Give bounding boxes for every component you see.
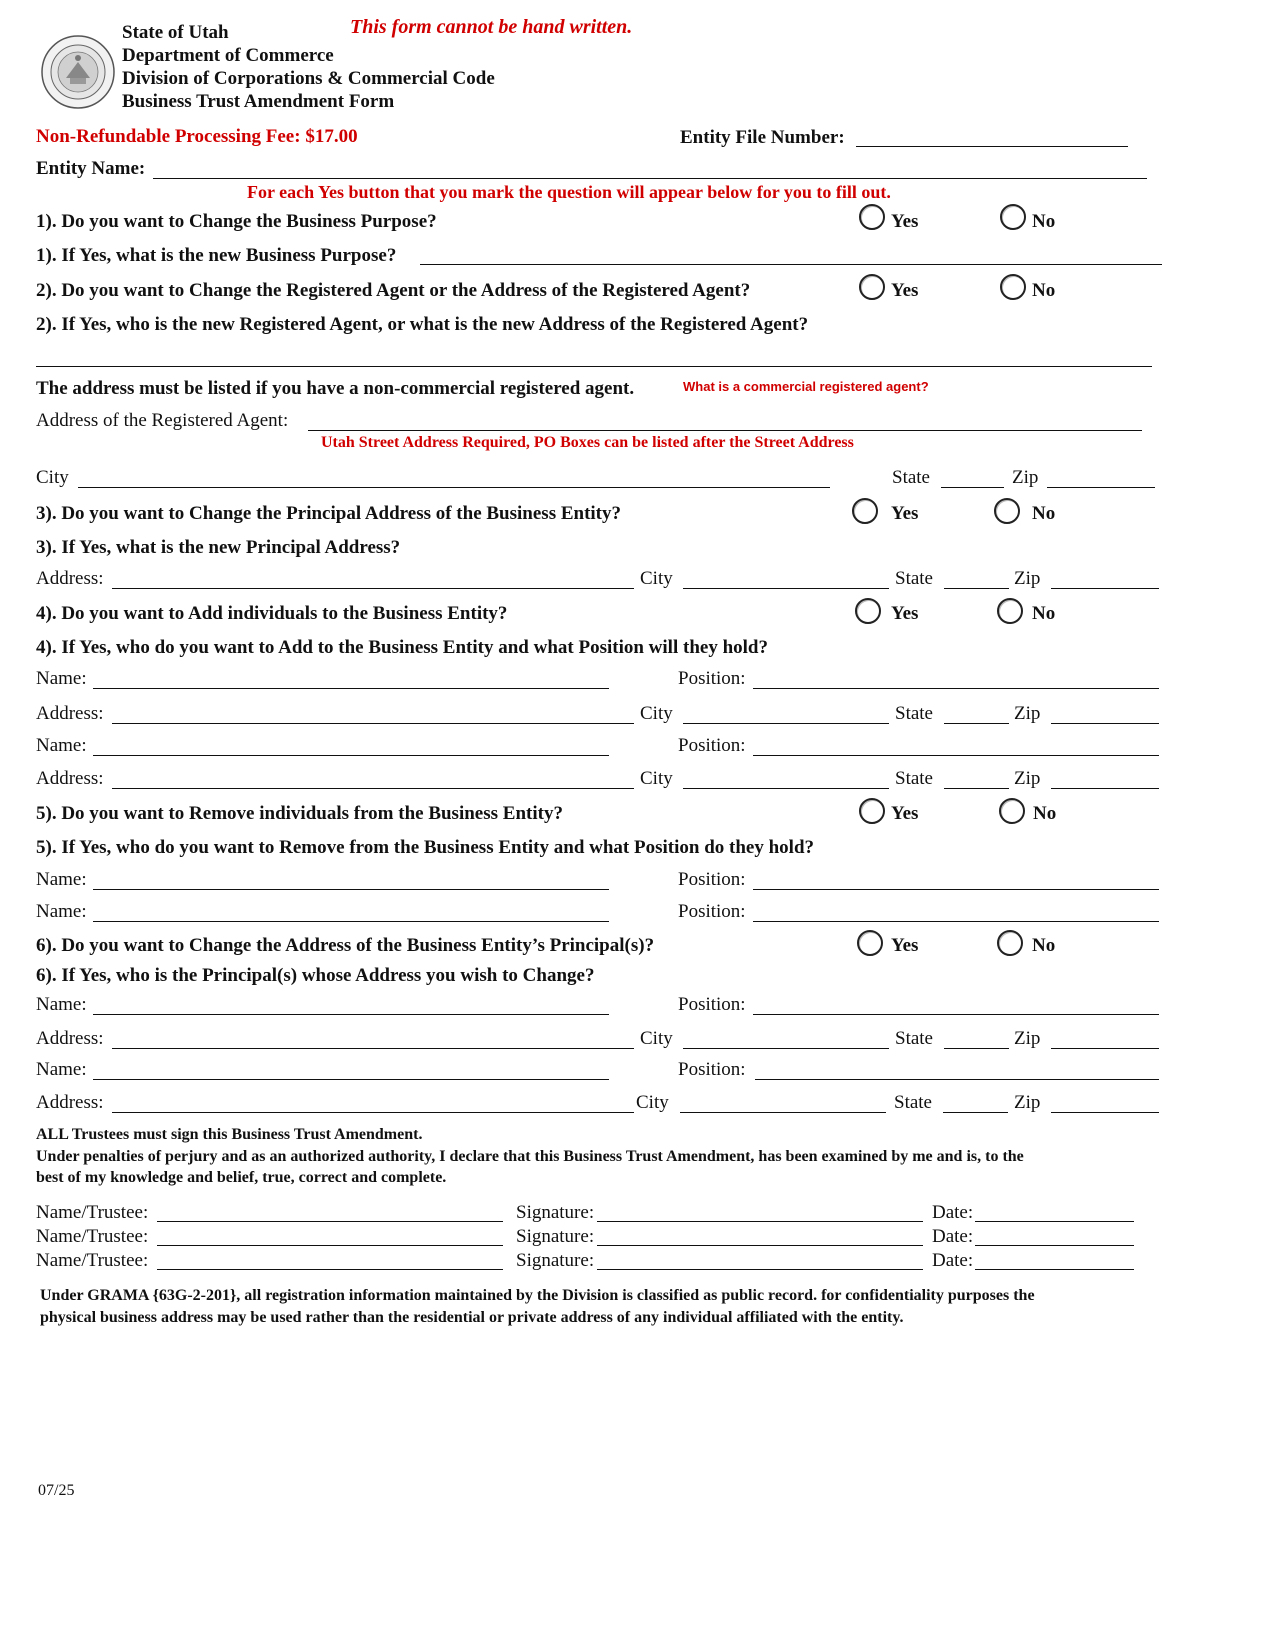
trustee2-signature-label: Signature: (516, 1226, 595, 1247)
q5-name2-label: Name: (36, 901, 87, 922)
grama-notice-line2: physical business address may be used rather than the residential or private address of any individual affiliated with the entity. (40, 1309, 904, 1326)
q6-zip2-field[interactable] (1051, 1112, 1159, 1113)
q4-position1-field[interactable] (753, 688, 1159, 689)
q4-city1-field[interactable] (683, 723, 889, 724)
q4-name2-label: Name: (36, 735, 87, 756)
agent-state-label: State (892, 467, 930, 488)
trustee1-name-field[interactable] (157, 1221, 503, 1222)
q5-no-label: No (1033, 803, 1057, 824)
q4-city2-field[interactable] (683, 788, 889, 789)
q6-city2-label: City (636, 1092, 669, 1113)
q4-state1-field[interactable] (944, 723, 1009, 724)
agent-zip-field[interactable] (1047, 487, 1155, 488)
agent-address-field[interactable] (308, 430, 1142, 431)
q5-name1-field[interactable] (93, 889, 609, 890)
handwritten-warning: This form cannot be hand written. (350, 16, 633, 38)
q6-name1-label: Name: (36, 994, 87, 1015)
q6-position1-field[interactable] (753, 1014, 1159, 1015)
q6-zip2-label: Zip (1014, 1092, 1041, 1113)
q4-zip2-field[interactable] (1051, 788, 1159, 789)
utah-state-seal-icon (40, 34, 116, 110)
trustee2-date-field[interactable] (975, 1245, 1134, 1246)
q3-yes-label: Yes (891, 503, 919, 524)
q3-zip-field[interactable] (1051, 588, 1159, 589)
trustee3-signature-field[interactable] (597, 1269, 923, 1270)
q4-state2-label: State (895, 768, 933, 789)
agent-zip-label: Zip (1012, 467, 1039, 488)
q4-address2-label: Address: (36, 768, 104, 789)
q2-yes-label: Yes (891, 280, 919, 301)
q5-followup: 5). If Yes, who do you want to Remove from the Business Entity and what Position do they hold? (36, 837, 815, 858)
q6-no-label: No (1032, 935, 1056, 956)
q1-followup: 1). If Yes, what is the new Business Purpose? (36, 245, 397, 266)
business-purpose-field[interactable] (420, 264, 1162, 265)
processing-fee: Non-Refundable Processing Fee: $17.00 (36, 126, 358, 147)
q4-followup: 4). If Yes, who do you want to Add to the Business Entity and what Position will they hold? (36, 637, 768, 658)
trustee1-name-label: Name/Trustee: (36, 1202, 149, 1223)
q5-name1-label: Name: (36, 869, 87, 890)
q4-name1-label: Name: (36, 668, 87, 689)
perjury-statement-line2: best of my knowledge and belief, true, correct and complete. (36, 1169, 447, 1186)
q6-address2-field[interactable] (112, 1112, 634, 1113)
trustee3-date-label: Date: (932, 1250, 974, 1271)
q6-zip1-field[interactable] (1051, 1048, 1159, 1049)
q3-question: 3). Do you want to Change the Principal Address of the Business Entity? (36, 503, 622, 524)
agent-city-label: City (36, 467, 69, 488)
q5-name2-field[interactable] (93, 921, 609, 922)
header-department: Department of Commerce (122, 45, 334, 66)
perjury-statement-line1: Under penalties of perjury and as an authorized authority, I declare that this Business Trust Amendment, has been examined by me and is, to the (36, 1148, 1024, 1165)
q4-position2-label: Position: (678, 735, 746, 756)
q6-name2-field[interactable] (93, 1079, 609, 1080)
address-note: The address must be listed if you have a non-commercial registered agent. (36, 378, 635, 399)
commercial-agent-link[interactable]: What is a commercial registered agent? (683, 379, 929, 394)
q3-address-field[interactable] (112, 588, 634, 589)
q6-position2-field[interactable] (755, 1079, 1159, 1080)
q3-address-label: Address: (36, 568, 104, 589)
q4-question: 4). Do you want to Add individuals to the Business Entity? (36, 603, 508, 624)
q5-no-radio[interactable] (999, 798, 1025, 824)
q2-no-label: No (1032, 280, 1056, 301)
q6-yes-radio[interactable] (857, 930, 883, 956)
q6-state2-field[interactable] (943, 1112, 1008, 1113)
trustee3-signature-label: Signature: (516, 1250, 595, 1271)
header-division: Division of Corporations & Commercial Code (122, 68, 495, 89)
q4-address1-field[interactable] (112, 723, 634, 724)
header-state: State of Utah (122, 22, 229, 43)
q3-city-field[interactable] (683, 588, 889, 589)
trustee2-date-label: Date: (932, 1226, 974, 1247)
q4-position1-label: Position: (678, 668, 746, 689)
q6-no-radio[interactable] (997, 930, 1023, 956)
q5-position2-label: Position: (678, 901, 746, 922)
trustee2-name-label: Name/Trustee: (36, 1226, 149, 1247)
q3-followup: 3). If Yes, what is the new Principal Address? (36, 537, 401, 558)
entity-file-number-field[interactable] (856, 146, 1128, 147)
entity-name-field[interactable] (153, 178, 1147, 179)
q6-city2-field[interactable] (680, 1112, 886, 1113)
trustees-sign-heading: ALL Trustees must sign this Business Trust Amendment. (36, 1126, 423, 1143)
q3-no-label: No (1032, 503, 1056, 524)
q5-yes-radio[interactable] (859, 798, 885, 824)
q3-zip-label: Zip (1014, 568, 1041, 589)
q6-zip1-label: Zip (1014, 1028, 1041, 1049)
q6-city1-label: City (640, 1028, 673, 1049)
header-form-title: Business Trust Amendment Form (122, 91, 395, 112)
q6-state1-field[interactable] (944, 1048, 1009, 1049)
q4-zip2-label: Zip (1014, 768, 1041, 789)
q6-state1-label: State (895, 1028, 933, 1049)
q6-name2-label: Name: (36, 1059, 87, 1080)
q3-state-label: State (895, 568, 933, 589)
q3-state-field[interactable] (944, 588, 1009, 589)
yes-instruction: For each Yes button that you mark the question will appear below for you to fill out. (247, 182, 891, 202)
q4-name2-field[interactable] (93, 755, 609, 756)
form-revision-code: 07/25 (38, 1482, 75, 1499)
q6-question: 6). Do you want to Change the Address of the Business Entity’s Principal(s)? (36, 935, 655, 956)
trustee1-date-label: Date: (932, 1202, 974, 1223)
q6-address1-label: Address: (36, 1028, 104, 1049)
trustee1-signature-field[interactable] (597, 1221, 923, 1222)
q6-position2-label: Position: (678, 1059, 746, 1080)
q6-address2-label: Address: (36, 1092, 104, 1113)
q5-question: 5). Do you want to Remove individuals from the Business Entity? (36, 803, 563, 824)
entity-name-label: Entity Name: (36, 158, 146, 179)
q5-position1-field[interactable] (753, 889, 1159, 890)
q6-address1-field[interactable] (112, 1048, 634, 1049)
registered-agent-field[interactable] (36, 366, 1152, 367)
q5-yes-label: Yes (891, 803, 919, 824)
q4-name1-field[interactable] (93, 688, 609, 689)
trustee3-date-field[interactable] (975, 1269, 1134, 1270)
trustee2-name-field[interactable] (157, 1245, 503, 1246)
q4-no-radio[interactable] (997, 598, 1023, 624)
q6-yes-label: Yes (891, 935, 919, 956)
q1-question: 1). Do you want to Change the Business Purpose? (36, 211, 437, 232)
q4-no-label: No (1032, 603, 1056, 624)
q6-city1-field[interactable] (683, 1048, 889, 1049)
agent-address-label: Address of the Registered Agent: (36, 410, 289, 431)
q4-yes-label: Yes (891, 603, 919, 624)
q1-no-radio[interactable] (1000, 204, 1026, 230)
q4-zip1-field[interactable] (1051, 723, 1159, 724)
q6-position1-label: Position: (678, 994, 746, 1015)
trustee3-name-field[interactable] (157, 1269, 503, 1270)
q4-state2-field[interactable] (944, 788, 1009, 789)
q4-city1-label: City (640, 703, 673, 724)
q2-no-radio[interactable] (1000, 274, 1026, 300)
q2-followup: 2). If Yes, who is the new Registered Agent, or what is the new Address of the Registered Agent? (36, 314, 809, 335)
q4-city2-label: City (640, 768, 673, 789)
q1-yes-label: Yes (891, 211, 919, 232)
q4-position2-field[interactable] (753, 755, 1159, 756)
q6-followup: 6). If Yes, who is the Principal(s) whose Address you wish to Change? (36, 965, 595, 986)
entity-file-number-label: Entity File Number: (680, 127, 845, 148)
utah-address-note: Utah Street Address Required, PO Boxes can be listed after the Street Address (321, 434, 854, 451)
agent-state-field[interactable] (941, 487, 1004, 488)
trustee3-name-label: Name/Trustee: (36, 1250, 149, 1271)
q6-name1-field[interactable] (93, 1014, 609, 1015)
q4-state1-label: State (895, 703, 933, 724)
q4-zip1-label: Zip (1014, 703, 1041, 724)
q5-position2-field[interactable] (753, 921, 1159, 922)
q6-state2-label: State (894, 1092, 932, 1113)
q3-yes-radio[interactable] (852, 498, 878, 524)
grama-notice-line1: Under GRAMA {63G-2-201}, all registration information maintained by the Division is classified as public record. for confidentiality purposes the (40, 1287, 1035, 1304)
q3-no-radio[interactable] (994, 498, 1020, 524)
q4-address1-label: Address: (36, 703, 104, 724)
q3-city-label: City (640, 568, 673, 589)
q1-no-label: No (1032, 211, 1056, 232)
trustee2-signature-field[interactable] (597, 1245, 923, 1246)
q2-yes-radio[interactable] (859, 274, 885, 300)
q4-yes-radio[interactable] (855, 598, 881, 624)
trustee1-date-field[interactable] (975, 1221, 1134, 1222)
q2-question: 2). Do you want to Change the Registered Agent or the Address of the Registered Agent? (36, 280, 751, 301)
agent-city-field[interactable] (78, 487, 830, 488)
q5-position1-label: Position: (678, 869, 746, 890)
q4-address2-field[interactable] (112, 788, 634, 789)
q1-yes-radio[interactable] (859, 204, 885, 230)
trustee1-signature-label: Signature: (516, 1202, 595, 1223)
